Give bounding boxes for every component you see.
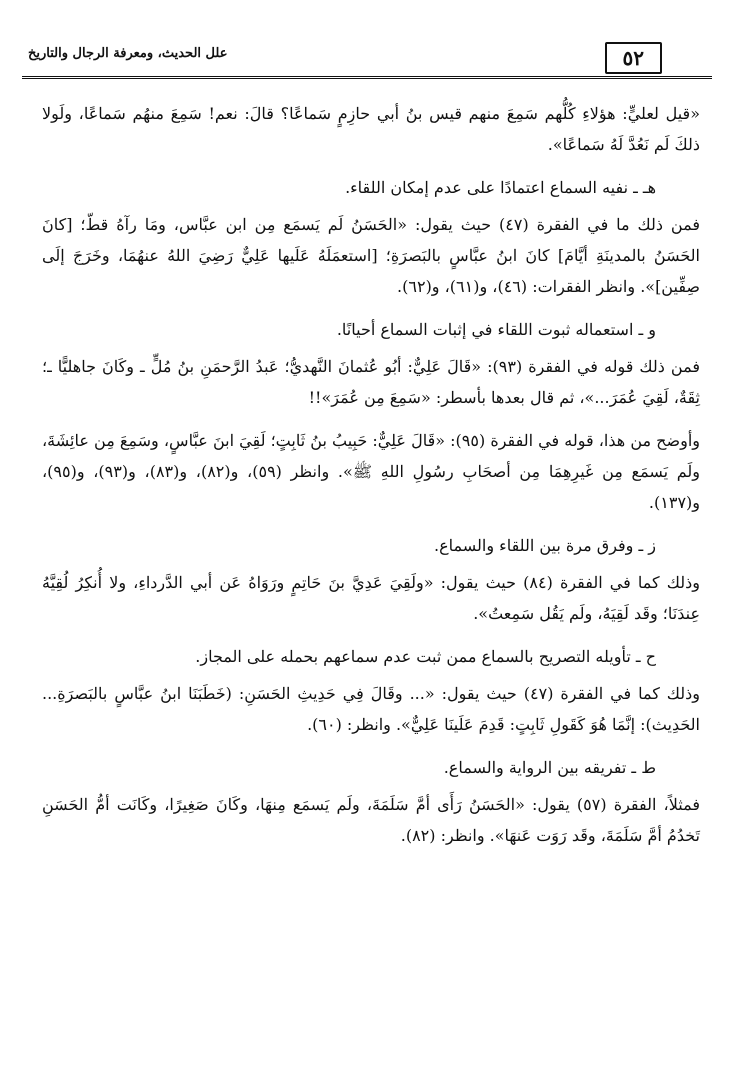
section-heading-ha: هـ ـ نفيه السماع اعتمادًا على عدم إمكان اللقاء. xyxy=(345,178,656,197)
quote-paragraph: «قيل لعليٍّ: هؤلاءِ كُلُّهم سَمِعَ منهم قيس بنُ أبي حازِمٍ سَماعًا؟ قالَ: نعم! سَمِعَ منهُم سَماعًا، ولَولا ذلكَ لَم نَعُدَّ لَهُ سَماعًا». xyxy=(42,104,700,154)
paragraph: فمن ذلك ما في الفقرة (٤٧) حيث يقول: «الحَسَنُ لَم يَسمَع مِن ابن عبَّاس، ومَا رآهُ قطّ؛ [كانَ الحَسَنُ بالمدينَةِ أيَّامَ] كانَ ابنُ عبَّاسٍ بالبَصرَةِ؛ [استعمَلَهُ عَلَيها عَلِيٌّ رَضِيَ اللهُ عنهُمَا، وخَرَجَ إلَى صِفِّين]». وانظر الفقرات: (٤٦)، و(٦١)، و(٦٢). xyxy=(42,215,701,296)
paragraph: وذلك كما في الفقرة (٤٧) حيث يقول: «... وقَالَ فِي حَدِيثِ الحَسَنِ: (خَطَبَنَا ابنُ عبَّاسٍ بالبَصرَةِ... الحَدِيث): إنَّمَا هُوَ كَقَولِ ثَابِتٍ: قَدِمَ عَلَينَا عَلِيٌّ». وانظر: (٦٠). xyxy=(42,684,700,734)
running-title: علل الحديث، ومعرفة الرجال والتاريخ xyxy=(28,46,228,61)
section-heading-waw: و ـ استعماله ثبوت اللقاء في إثبات السماع أحيانًا. xyxy=(336,320,656,339)
paragraph: فمن ذلك قوله في الفقرة (٩٣): «قَالَ عَلِيٌّ: أبُو عُثمانَ النَّهديُّ؛ عَبدُ الرَّحمَنِ بنُ مُلٍّ ـ وكَانَ جاهليًّا ـ؛ ثِقَةٌ، لَقِيَ عُمَرَ...»، ثم قال بعدها بأسطر: «سَمِعَ مِن عُمَرَ»!! xyxy=(42,357,700,407)
section-heading-hha: ح ـ تأويله التصريح بالسماع ممن ثبت عدم سماعهم بحمله على المجاز. xyxy=(195,647,656,666)
page-header xyxy=(22,38,712,79)
paragraph: وأوضح من هذا، قوله في الفقرة (٩٥): «قَالَ عَلِيٌّ: حَبِيبُ بنُ ثَابِتٍ؛ لَقِيَ ابنَ عبَّاسٍ، وسَمِعَ مِن عائِشَةَ، ولَم يَسمَع مِن غَيرِهِمَا مِن أصحَابِ رسُولِ اللهِ ﷺ». وانظر (٥٩)، و(٨٢)، و(٨٣)، و(٩٣)، و(٩٥)، و(١٣٧). xyxy=(42,431,700,512)
paragraph: وذلك كما في الفقرة (٨٤) حيث يقول: «ولَقِيَ عَدِيَّ بنَ حَاتِمٍ ورَوَاهُ عَن أبي الدَّرداءِ، ولا أُنكِرُ لُقِيَّهُ عِندَنَا؛ وقَد لَقِيَهُ، ولَم يَقُل سَمِعتُ». xyxy=(42,573,700,623)
section-heading-tta: ط ـ تفريقه بين الرواية والسماع. xyxy=(443,758,656,777)
paragraph: فمثلاً، الفقرة (٥٧) يقول: «الحَسَنُ رَأَى أمَّ سَلَمَةَ، ولَم يَسمَع مِنهَا، وكَانَ صَغِيرًا، وكَانَت أمُّ الحَسَنِ تَخدُمُ أمَّ سَلَمَةَ، وقَد رَوَت عَنهَا». وانظر: (٨٢). xyxy=(42,795,700,845)
body-text xyxy=(42,98,700,863)
section-heading-zay: ز ـ وفرق مرة بين اللقاء والسماع. xyxy=(434,536,656,555)
page-number: ٥٢ xyxy=(605,42,662,74)
